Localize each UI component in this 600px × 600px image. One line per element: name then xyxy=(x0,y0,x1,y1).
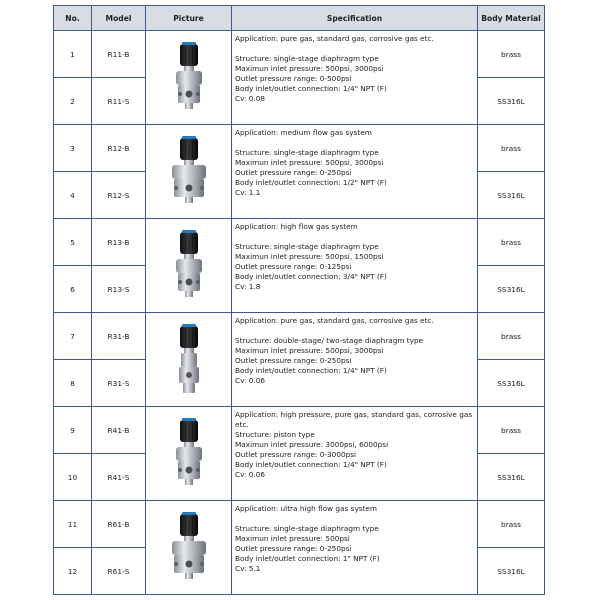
spec-line: Body inlet/outlet connection: 3/4" NPT (F) xyxy=(235,272,387,281)
spec-line: Structure: single-stage diaphragm type xyxy=(235,524,379,533)
cell-model: R11-B xyxy=(92,31,146,78)
cell-specification xyxy=(232,219,478,313)
spec-line: Cv: 0.06 xyxy=(235,376,266,385)
cell-no: 10 xyxy=(54,454,92,501)
spec-line: Cv: 0.06 xyxy=(235,470,266,479)
cell-body-material: brass xyxy=(478,31,545,78)
spec-line: Body inlet/outlet connection: 1/4" NPT (F) xyxy=(235,366,387,375)
header-no: No. xyxy=(54,6,92,31)
cell-model: R41-B xyxy=(92,407,146,454)
header-body-material: Body Material xyxy=(478,6,545,31)
cell-body-material: SS316L xyxy=(478,78,545,125)
cell-model: R12-S xyxy=(92,172,146,219)
medium-flow-regulator-image xyxy=(159,132,219,212)
cell-picture xyxy=(146,501,232,595)
spec-line: Structure: double-stage/ two-stage diaphragm type xyxy=(235,336,424,345)
cell-model: R13-S xyxy=(92,266,146,313)
cell-no: 8 xyxy=(54,360,92,407)
cell-body-material: brass xyxy=(478,219,545,266)
spec-line: Maximun inlet pressure: 500psi xyxy=(235,534,350,543)
table-row xyxy=(54,219,545,266)
spec-line: Maximun inlet pressure: 500psi, 3000psi xyxy=(235,158,384,167)
cell-model: R31-S xyxy=(92,360,146,407)
cell-body-material: SS316L xyxy=(478,266,545,313)
spec-line: Maximun inlet pressure: 500psi, 3000psi xyxy=(235,64,384,73)
table-row xyxy=(54,31,545,78)
table-row xyxy=(54,125,545,172)
spec-line: Maximun inlet pressure: 500psi, 3000psi xyxy=(235,346,384,355)
header-row xyxy=(54,6,545,31)
spec-line: Outlet pressure range: 0-125psi xyxy=(235,262,352,271)
spec-line: Outlet pressure range: 0-250psi xyxy=(235,168,352,177)
cell-body-material: SS316L xyxy=(478,548,545,595)
cell-body-material: SS316L xyxy=(478,360,545,407)
cell-body-material: brass xyxy=(478,313,545,360)
cell-body-material: SS316L xyxy=(478,172,545,219)
spec-line: Outlet pressure range: 0-250psi xyxy=(235,356,352,365)
cell-no: 6 xyxy=(54,266,92,313)
table-row xyxy=(54,313,545,360)
cell-body-material: SS316L xyxy=(478,454,545,501)
spec-spacer xyxy=(235,326,474,336)
cell-model: R13-B xyxy=(92,219,146,266)
cell-no: 1 xyxy=(54,31,92,78)
table-row xyxy=(54,501,545,548)
cell-model: R11-S xyxy=(92,78,146,125)
cell-no: 9 xyxy=(54,407,92,454)
spec-line: Structure: single-stage diaphragm type xyxy=(235,148,379,157)
spec-line: Maximun inlet pressure: 500psi, 1500psi xyxy=(235,252,384,261)
spec-line: Body inlet/outlet connection: 1/4" NPT (F) xyxy=(235,84,387,93)
cell-specification xyxy=(232,501,478,595)
cell-no: 2 xyxy=(54,78,92,125)
cell-picture xyxy=(146,313,232,407)
cell-model: R12-B xyxy=(92,125,146,172)
spec-line: Structure: single-stage diaphragm type xyxy=(235,242,379,251)
spec-line: Application: pure gas, standard gas, corrosive gas etc. xyxy=(235,34,434,43)
spec-line: Cv: 1.8 xyxy=(235,282,261,291)
spec-spacer xyxy=(235,44,474,54)
header-model: Model xyxy=(92,6,146,31)
high-flow-regulator-image xyxy=(159,226,219,306)
spec-line: Structure: single-stage diaphragm type xyxy=(235,54,379,63)
product-spec-table xyxy=(53,5,545,595)
cell-specification xyxy=(232,313,478,407)
spec-line: Maximun inlet pressure: 3000psi, 6000psi xyxy=(235,440,389,449)
cell-picture xyxy=(146,31,232,125)
cell-no: 7 xyxy=(54,313,92,360)
spec-line: Application: ultra high flow gas system xyxy=(235,504,378,513)
single-stage-regulator-image xyxy=(159,38,219,118)
cell-model: R41-S xyxy=(92,454,146,501)
spec-line: Application: medium flow gas system xyxy=(235,128,372,137)
cell-body-material: brass xyxy=(478,125,545,172)
spec-line: Outlet pressure range: 0-500psi xyxy=(235,74,352,83)
cell-model: R31-B xyxy=(92,313,146,360)
spec-spacer xyxy=(235,138,474,148)
cell-no: 4 xyxy=(54,172,92,219)
cell-no: 12 xyxy=(54,548,92,595)
spec-line: Cv: 1.1 xyxy=(235,188,261,197)
spec-line: Application: high flow gas system xyxy=(235,222,358,231)
two-stage-regulator-image xyxy=(159,320,219,400)
spec-line: Body inlet/outlet connection: 1/4" NPT (F) xyxy=(235,460,387,469)
spec-line: Cv: 0.08 xyxy=(235,94,266,103)
cell-picture xyxy=(146,407,232,501)
cell-picture xyxy=(146,219,232,313)
spec-line: Body inlet/outlet connection: 1/2" NPT (F) xyxy=(235,178,387,187)
cell-picture xyxy=(146,125,232,219)
spec-line: Application: high pressure, pure gas, standard gas, corrosive gas etc. xyxy=(235,410,473,429)
spec-line: Body inlet/outlet connection: 1" NPT (F) xyxy=(235,554,380,563)
cell-body-material: brass xyxy=(478,501,545,548)
piston-regulator-image xyxy=(159,414,219,494)
product-table-container xyxy=(53,5,544,595)
table-row xyxy=(54,407,545,454)
cell-model: R61-S xyxy=(92,548,146,595)
cell-specification xyxy=(232,125,478,219)
cell-specification xyxy=(232,407,478,501)
spec-spacer xyxy=(235,232,474,242)
ultra-high-flow-regulator-image xyxy=(159,508,219,588)
cell-no: 5 xyxy=(54,219,92,266)
header-picture: Picture xyxy=(146,6,232,31)
spec-spacer xyxy=(235,514,474,524)
spec-line: Structure: piston type xyxy=(235,430,315,439)
spec-line: Application: pure gas, standard gas, corrosive gas etc. xyxy=(235,316,434,325)
cell-body-material: brass xyxy=(478,407,545,454)
cell-no: 11 xyxy=(54,501,92,548)
header-specification: Specification xyxy=(232,6,478,31)
cell-model: R61-B xyxy=(92,501,146,548)
spec-line: Outlet pressure range: 0-3000psi xyxy=(235,450,357,459)
cell-specification xyxy=(232,31,478,125)
cell-no: 3 xyxy=(54,125,92,172)
spec-line: Cv: 5.1 xyxy=(235,564,261,573)
spec-line: Outlet pressure range: 0-250psi xyxy=(235,544,352,553)
